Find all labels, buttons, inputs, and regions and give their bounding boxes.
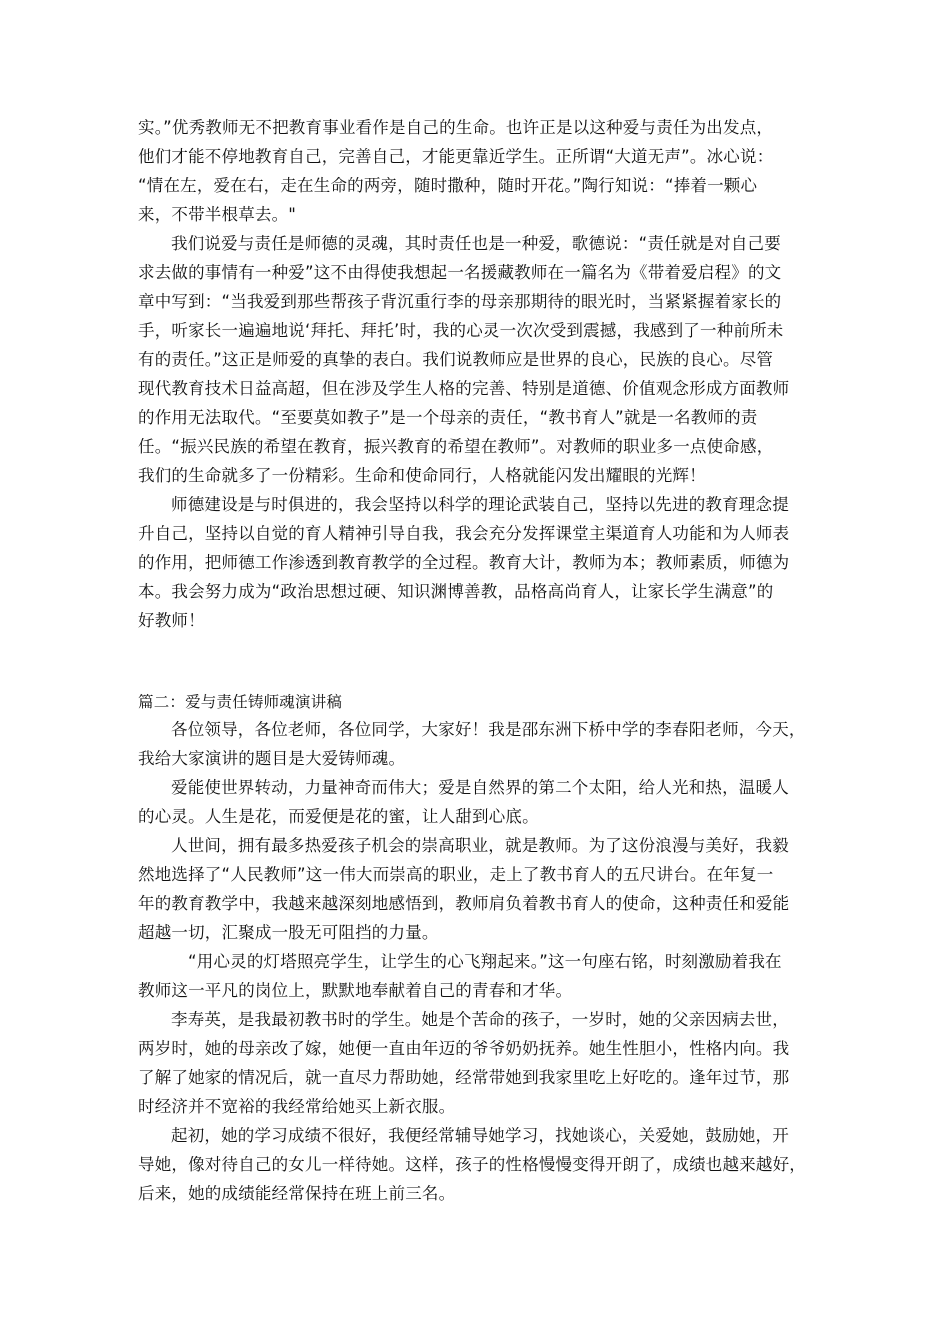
text-block-part1 — [138, 114, 824, 634]
paragraph-line: 的作用，把师德工作渗透到教育教学的全过程。教育大计，教师为本；教师素质，师德为 — [138, 553, 790, 572]
paragraph-line: 本。我会努力成为“政治思想过硬、知识渊博善教，品格高尚育人，让家长学生满意”的 — [138, 582, 774, 601]
paragraph-line: 升自己，坚持以自觉的育人精神引导自我，我会充分发挥课堂主渠道育人功能和为人师表 — [138, 524, 790, 543]
paragraph-line: 人世间，拥有最多热爱孩子机会的崇高职业，就是教师。为了这份浪漫与美好，我毅 — [171, 836, 789, 855]
paragraph-line: 师德建设是与时俱进的，我会坚持以科学的理论武装自己，坚持以先进的教育理念提 — [171, 495, 789, 514]
paragraph-line: 好教师！ — [138, 611, 205, 630]
paragraph-line: 求去做的事情有一种爱”这不由得使我想起一名援藏教师在一篇名为《带着爱启程》的文 — [138, 263, 782, 282]
paragraph-line: 实。”优秀教师无不把教育事业看作是自己的生命。也许正是以这种爱与责任为出发点， — [138, 118, 774, 137]
paragraph-line: 任。“振兴民族的希望在教育，振兴教育的希望在教师”。对教师的职业多一点使命感， — [138, 437, 774, 456]
paragraph-line: 教师这一平凡的岗位上，默默地奉献着自己的青春和才华。 — [138, 981, 573, 1000]
paragraph-line: 年的教育教学中，我越来越深刻地感悟到，教师肩负着教书育人的使命，这种责任和爱能 — [138, 894, 790, 913]
paragraph-line: 我给大家演讲的题目是大爱铸师魂。 — [138, 749, 406, 768]
paragraph-line: 各位领导，各位老师，各位同学，大家好！我是邵东洲下桥中学的李春阳老师，今天， — [171, 720, 806, 739]
text-block-part2 — [138, 688, 824, 1208]
paragraph-line: “情在左，爱在右，走在生命的两旁，随时撒种，随时开花。”陶行知说：“捧着一颗心 — [138, 176, 758, 195]
paragraph-line: 我们说爱与责任是师德的灵魂，其时责任也是一种爱，歌德说：“责任就是对自己要 — [171, 234, 781, 253]
paragraph-line: “用心灵的灯塔照亮学生，让学生的心飞翔起来。”这一句座右铭，时刻激励着我在 — [188, 952, 782, 971]
paragraph-line: 我们的生命就多了一份精彩。生命和使命同行，人格就能闪发出耀眼的光辉！ — [138, 466, 706, 485]
paragraph-line: 了解了她家的情况后，就一直尽力帮助她，经常带她到我家里吃上好吃的。逢年过节，那 — [138, 1068, 790, 1087]
paragraph-line: 时经济并不宽裕的我经常给她买上新衣服。 — [138, 1097, 456, 1116]
paragraph-line: 他们才能不停地教育自己，完善自己，才能更靠近学生。正所谓“大道无声”。冰心说： — [138, 147, 774, 166]
paragraph-line: 导她，像对待自己的女儿一样待她。这样，孩子的性格慢慢变得开朗了，成绩也越来越好， — [138, 1155, 806, 1174]
paragraph-line: 起初，她的学习成绩不很好，我便经常辅导她学习，找她谈心，关爱她，鼓励她，开 — [171, 1126, 789, 1145]
paragraph-line: 李寿英，是我最初教书时的学生。她是个苦命的孩子，一岁时，她的父亲因病去世， — [171, 1010, 789, 1029]
paragraph-line: 现代教育技术日益高超，但在涉及学生人格的完善、特别是道德、价值观念形成方面教师 — [138, 379, 790, 398]
paragraph-line: 手，听家长一遍遍地说‘拜托、拜托’时，我的心灵一次次受到震撼，我感到了一种前所未 — [138, 321, 784, 340]
paragraph-line: 爱能使世界转动，力量神奇而伟大；爱是自然界的第二个太阳，给人光和热，温暖人 — [171, 778, 789, 797]
paragraph-line: 后来，她的成绩能经常保持在班上前三名。 — [138, 1184, 456, 1203]
section-title: 篇二：爱与责任铸师魂演讲稿 — [138, 693, 343, 711]
paragraph-line: 超越一切，汇聚成一股无可阻挡的力量。 — [138, 923, 439, 942]
paragraph-line: 的作用无法取代。“至要莫如教子”是一个母亲的责任，“教书育人”就是一名教师的责 — [138, 408, 758, 427]
paragraph-line: 章中写到：“当我爱到那些帮孩子背沉重行李的母亲那期待的眼光时，当紧紧握着家长的 — [138, 292, 782, 311]
paragraph-line: 的心灵。人生是花，而爱便是花的蜜，让人甜到心底。 — [138, 807, 539, 826]
paragraph-line: 来，不带半根草去。" — [138, 205, 297, 224]
paragraph-line: 有的责任。”这正是师爱的真挚的表白。我们说教师应是世界的良心，民族的良心。尽管 — [138, 350, 774, 369]
paragraph-line: 然地选择了“人民教师”这一伟大而崇高的职业，走上了教书育人的五尺讲台。在年复一 — [138, 865, 774, 884]
paragraph-line: 两岁时，她的母亲改了嫁，她便一直由年迈的爷爷奶奶抚养。她生性胆小，性格内向。我 — [138, 1039, 790, 1058]
